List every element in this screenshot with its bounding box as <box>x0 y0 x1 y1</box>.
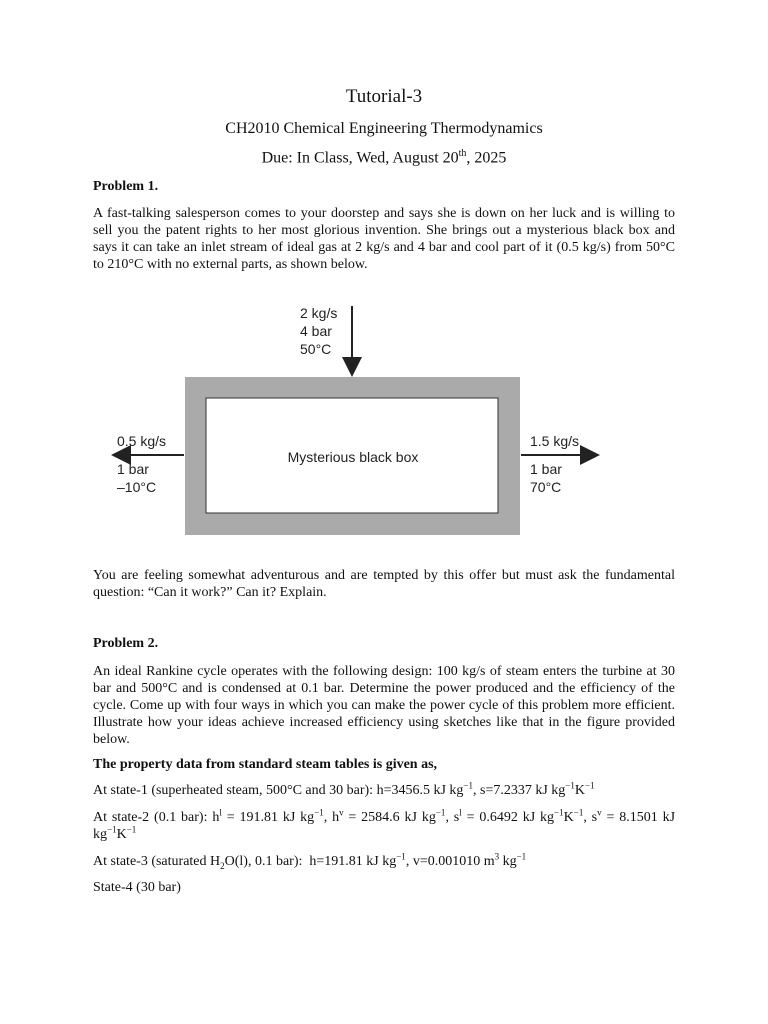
problem2-intro: An ideal Rankine cycle operates with the following design: 100 kg/s of steam enters the turbine at 30 bar and 500°C and is condensed at 0.1 bar. Determine the power produced and the efficiency of the cycle. Come up with four ways in which you can make the power cycle of this problem more efficient. Illustrate how your ideas achieve increased efficiency using sketches like that in the figure provided below. <box>93 664 675 747</box>
left-flow: 0.5 kg/s <box>117 433 167 449</box>
problem1-intro: A fast-talking salesperson comes to your doorstep and says she is down on her luck and is willing to sell you the patent rights to her most glorious invention. She brings out a mysterious black box and says it can take an inlet stream of ideal gas at 2 kg/s and 4 bar and cool part of it (0.5 kg/s) from 50°C to 210°C with no external parts, as shown below. <box>93 206 675 272</box>
left-temperature: –10°C <box>117 479 157 495</box>
state-3-data: At state-3 (saturated $H_2O(l)$, 0.1 bar): h=191.81 kJ $kg^{-1}$, v=0.001010 $m^3$ $kg^{-1}$ <box>93 851 527 871</box>
problem1-heading: Problem 1. <box>93 179 159 194</box>
page-title: Tutorial-3 <box>345 86 423 107</box>
problem2-heading: Problem 2. <box>93 636 159 651</box>
inlet-pressure: 4 bar <box>300 323 332 339</box>
problem1-question: You are feeling somewhat adventurous and are tempted by this offer but must ask the fundamental question: “Can it work?” Can it? Explain. <box>93 568 675 600</box>
right-pressure: 1 bar <box>530 461 562 477</box>
inlet-flow: 2 kg/s <box>300 305 338 321</box>
left-pressure: 1 bar <box>117 461 149 477</box>
black-box-diagram <box>0 290 768 550</box>
state-2-data: At state-2 (0.1 bar): $h^l = 191.81$ kJ $kg^{-1}$, $h^v = 2584.6$ kJ $kg^{-1}$, $s^l = 0.6492$ kJ $kg^{-1}K^{-1}$, $s^v = 8.1501$ kJ $kg^{-1}K^{-1}$ <box>93 807 676 842</box>
property-data-heading: The property data from standard steam tables is given as, <box>93 757 438 772</box>
right-flow: 1.5 kg/s <box>530 433 580 449</box>
course-name: CH2010 Chemical Engineering Thermodynamics <box>225 120 543 137</box>
box-label: Mysterious black box <box>287 449 419 465</box>
inlet-temperature: 50°C <box>300 341 332 357</box>
right-temperature: 70°C <box>530 479 562 495</box>
due-date: Due: In Class, Wed, August 20th, 2025 <box>261 148 507 167</box>
state-1-data: At state-1 (superheated steam, 500°C and 30 bar): h=3456.5 kJ $kg^{-1}$, s=7.2337 kJ $kg^{-1}K^{-1}$ <box>93 780 595 798</box>
state-4-data: State-4 (30 bar) <box>93 880 181 895</box>
